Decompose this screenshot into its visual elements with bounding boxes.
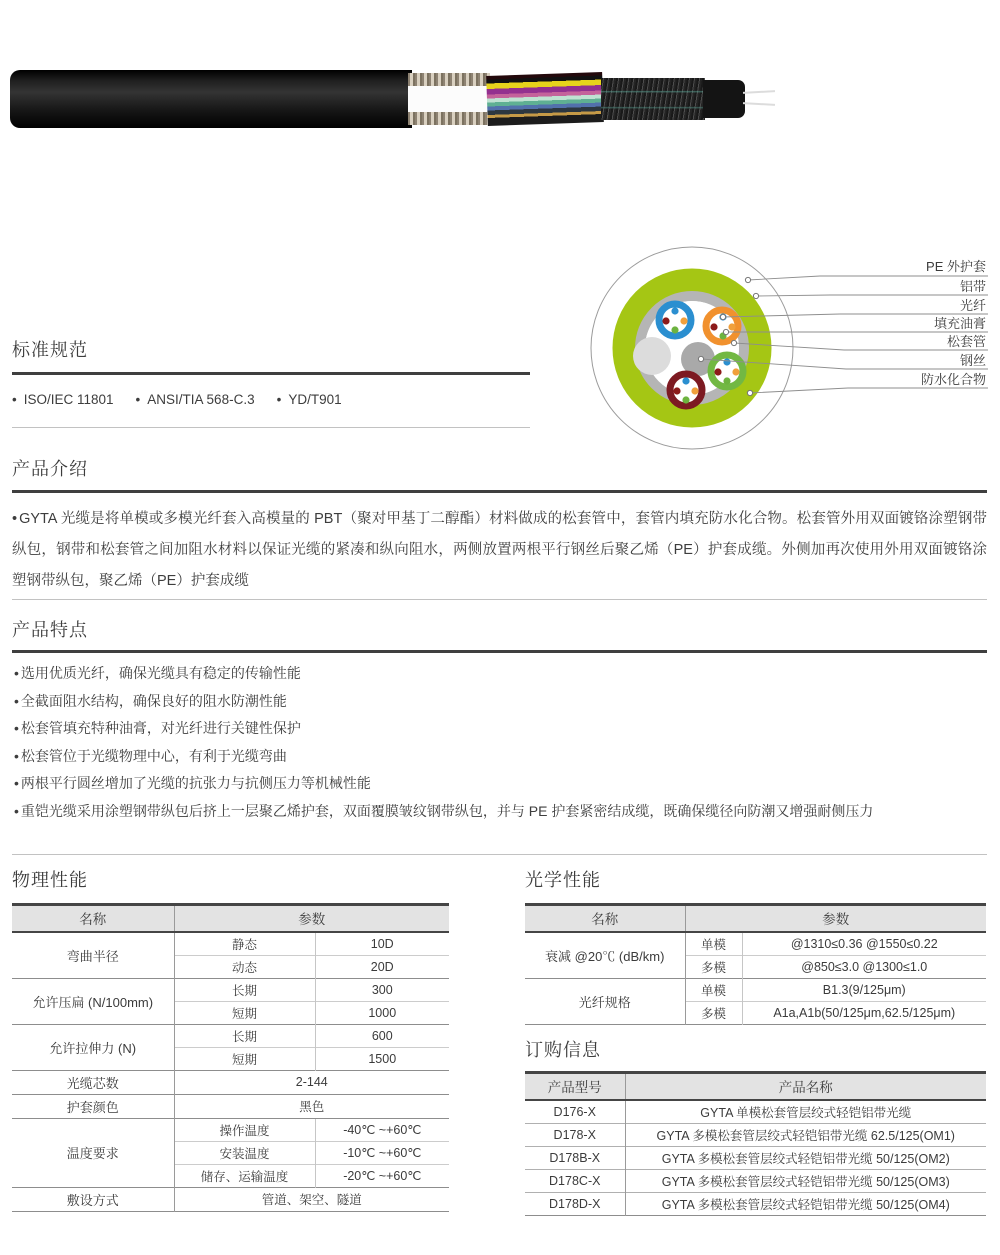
cable-colored-tubes [486,72,604,126]
product-name: GYTA 多模松套管层绞式轻铠铝带光缆 62.5/125(OM1) [625,1123,986,1146]
diagram-label-steel-wire: 钢丝 [959,353,986,368]
table-row: 光缆芯数 2-144 [12,1070,449,1094]
cable-photo [10,70,780,128]
ordering-table [525,1071,986,1216]
product-name: GYTA 多模松套管层绞式轻铠铝带光缆 50/125(OM2) [625,1146,986,1169]
standards-list [12,392,532,407]
intro-rule [12,490,987,493]
standard-item: • ANSI/TIA 568-C.3 [136,392,255,407]
column-header: 名称 [12,905,174,932]
product-model: D176-X [525,1100,625,1124]
loose-tube-maroon [670,374,702,406]
cable-outer-jacket [10,70,412,128]
cable-bare-fiber [743,90,775,94]
cable-corrugated-armor-bottom [408,112,490,125]
table-row: 弯曲半径 静态 10D [12,932,449,956]
feature-item: • 两根平行圆丝增加了光缆的抗张力与抗侧压力等机械性能 [12,770,987,798]
filler-rod [633,337,671,375]
product-model: D178C-X [525,1169,625,1192]
table-row [525,1123,986,1146]
table-row [525,1169,986,1192]
optical-properties-table [525,903,986,1025]
optical-title: 光学性能 [525,870,601,890]
column-header: 名称 [525,905,685,932]
features-divider [12,854,987,855]
table-row: 衰减 @20℃ (dB/km) 单模 @1310≤0.36 @1550≤0.22 [525,932,986,956]
feature-item: • 松套管位于光缆物理中心，有利于光缆弯曲 [12,743,987,771]
table-row: 短期 1500 [12,1047,449,1070]
features-list [12,660,987,825]
column-header: 产品型号 [525,1073,625,1100]
table-row: 允许压扁 (N/100mm) 长期 300 [12,978,449,1001]
features-title: 产品特点 [12,620,88,640]
standard-item: • YD/T901 [277,392,342,407]
cable-armor-gap [408,86,490,112]
table-row: 动态 20D [12,955,449,978]
intro-divider [12,599,987,600]
product-model: D178B-X [525,1146,625,1169]
loose-tube-blue [659,304,691,336]
column-header: 产品名称 [625,1073,986,1100]
diagram-label-fiber: 光纤 [959,298,986,313]
cable-corrugated-armor-top [408,73,490,86]
standards-rule [12,372,530,375]
table-row: 温度要求 操作温度 -40℃ ~+60℃ [12,1118,449,1141]
product-name: GYTA 单模松套管层绞式轻铠铝带光缆 [625,1100,986,1124]
intro-title: 产品介绍 [12,459,88,479]
table-row: 敷设方式 管道、架空、隧道 [12,1187,449,1211]
intro-paragraph: • GYTA 光缆是将单模或多模光纤套入高模量的 PBT（聚对甲基丁二醇酯）材料做成的松套管中，套管内填充防水化合物。松套管外用双面镀铬涂塑钢带纵包，钢带和松套管之间加阻水材料以保证光缆的紧凑和纵向阻水，两侧放置两根平行钢丝后聚乙烯（PE）护套成缆。外侧加再次使用外用双面镀铬涂塑钢带纵包，聚乙烯（PE）护套成缆 [12,504,987,597]
diagram-label-pe-sheath: PE 外护套 [926,259,986,274]
features-rule [12,650,987,653]
diagram-label-water-blocking: 防水化合物 [920,372,986,387]
column-header: 参数 [174,905,449,932]
product-model: D178-X [525,1123,625,1146]
ordering-title: 订购信息 [525,1040,601,1060]
diagram-label-loose-tube: 松套管 [946,334,986,349]
feature-item: • 重铠光缆采用涂塑钢带纵包后挤上一层聚乙烯护套，双面覆膜皱纹钢带纵包，并与 PE 护套紧密结成缆，既确保缆径向防潮又增强耐侧压力 [12,798,987,826]
table-row [525,1100,986,1124]
table-row: 多模 @850≤3.0 @1300≤1.0 [525,955,986,978]
physical-title: 物理性能 [12,870,88,890]
table-row: 允许拉伸力 (N) 长期 600 [12,1024,449,1047]
feature-item: • 选用优质光纤，确保光缆具有稳定的传输性能 [12,660,987,688]
table-row: 安装温度 -10℃ ~+60℃ [12,1141,449,1164]
product-name: GYTA 多模松套管层绞式轻铠铝带光缆 50/125(OM4) [625,1192,986,1215]
table-row: 多模 A1a,A1b(50/125μm,62.5/125μm) [525,1001,986,1024]
feature-item: • 松套管填充特种油膏，对光纤进行关键性保护 [12,715,987,743]
table-row [525,1146,986,1169]
feature-item: • 全截面阻水结构，确保良好的阻水防潮性能 [12,688,987,716]
cable-tip [703,80,745,118]
cable-bare-fiber [743,102,775,106]
table-row: 短期 1000 [12,1001,449,1024]
standards-divider [12,427,530,428]
table-row: 光纤规格 单模 B1.3(9/125μm) [525,978,986,1001]
physical-properties-table [12,903,449,1212]
column-header: 参数 [685,905,986,932]
diagram-label-filling-gel: 填充油膏 [933,316,986,331]
cable-fiber-bundle [601,78,705,120]
table-row: 储存、运输温度 -20℃ ~+60℃ [12,1164,449,1187]
table-row [525,1192,986,1215]
cross-section-diagram [580,240,990,462]
standards-title: 标准规范 [12,340,88,360]
product-name: GYTA 多模松套管层绞式轻铠铝带光缆 50/125(OM3) [625,1169,986,1192]
table-row: 护套颜色 黑色 [12,1094,449,1118]
standard-item: • ISO/IEC 11801 [12,392,114,407]
diagram-label-aluminum-tape: 铝带 [959,279,986,294]
product-model: D178D-X [525,1192,625,1215]
